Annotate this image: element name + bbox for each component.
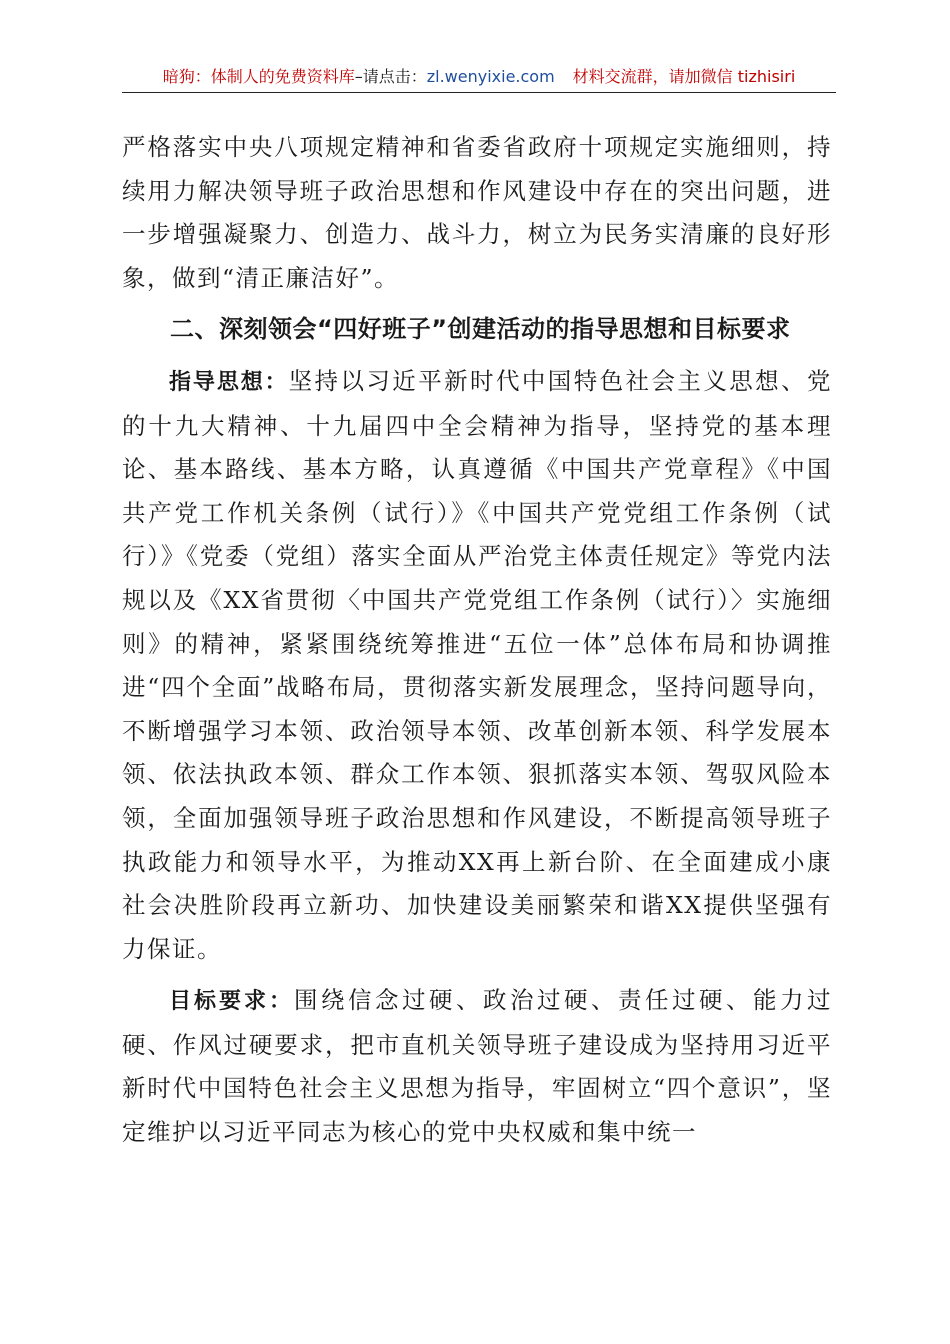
paragraph-goal-requirements xyxy=(122,979,832,1154)
guiding-thought-text: 坚持以习近平新时代中国特色社会主义思想、党的十九大精神、十九届四中全会精神为指导，坚持党的基本理论、基本路线、基本方略，认真遵循《中国共产党章程》《中国共产党工作机关条例（试行）》《中国共产党党组工作条例（试行）》《党委（党组）落实全面从严治党主体责任规定》等党内法规以及《XX省贯彻〈中国共产党党组工作条例（试行）〉实施细则》的精神，紧紧围绕统筹推进“五位一体”总体布局和协调推进“四个全面”战略布局，贯彻落实新发展理念，坚持问题导向，不断增强学习本领、政治领导本领、改革创新本领、科学发展本领、依法执政本领、群众工作本领、狠抓落实本领、驾驭风险本领，全面加强领导班子政治思想和作风建设，不断提高领导班子执政能力和领导水平，为推动XX再上新台阶、在全面建成小康社会决胜阶段再立新功、加快建设美丽繁荣和谐XX提供坚强有力保证。 xyxy=(122,366,832,963)
header-click-label: –请点击： xyxy=(354,67,427,86)
header-url-link[interactable]: zl.wenyixie.com xyxy=(426,67,555,86)
page-header xyxy=(122,62,836,93)
header-site-name: 暗狗：体制人的免费资料库 xyxy=(162,67,355,86)
guiding-thought-label: 指导思想： xyxy=(169,369,289,395)
document-body xyxy=(122,126,832,1155)
paragraph-continuation: 严格落实中央八项规定精神和省委省政府十项规定实施细则，持续用力解决领导班子政治思想和作风建设中存在的突出问题，进一步增强凝聚力、创造力、战斗力，树立为民务实清廉的良好形象，做到“清正廉洁好”。 xyxy=(122,133,832,292)
goal-requirements-text: 围绕信念过硬、政治过硬、责任过硬、能力过硬、作风过硬要求，把市直机关领导班子建设成为坚持用习近平新时代中国特色社会主义思想为指导，牢固树立“四个意识”，坚定维护以习近平同志为核心的党中央权威和集中统一 xyxy=(122,986,832,1147)
paragraph-guiding-thought xyxy=(122,360,832,971)
header-wechat-note: 材料交流群，请加微信 tizhisiri xyxy=(572,67,796,86)
goal-requirements-label: 目标要求： xyxy=(169,989,294,1015)
section-heading: 二、深刻领会“四好班子”创建活动的指导思想和目标要求 xyxy=(170,315,791,344)
